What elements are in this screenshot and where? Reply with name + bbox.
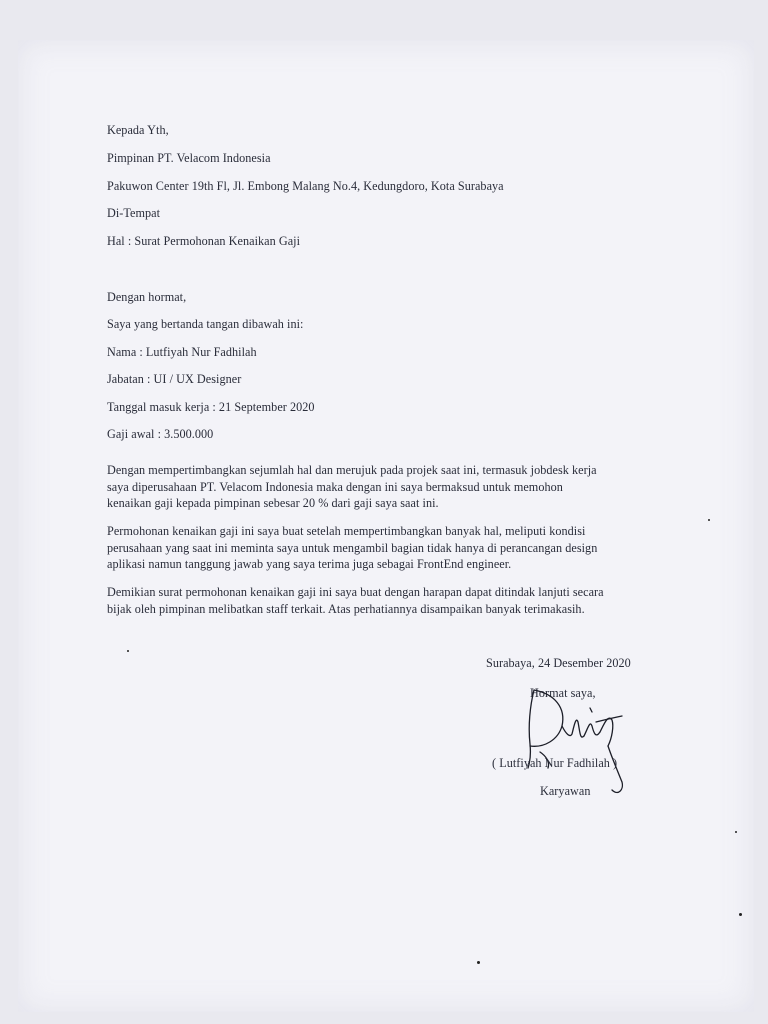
salutation-to: Kepada Yth, bbox=[107, 123, 169, 137]
paragraph-closing bbox=[107, 584, 652, 617]
place-date: Surabaya, 24 Desember 2020 bbox=[486, 656, 631, 670]
paragraph-line: Dengan mempertimbangkan sejumlah hal dan merujuk pada projek saat ini, termasuk jobdesk kerja bbox=[107, 463, 597, 477]
greeting: Dengan hormat, bbox=[107, 290, 187, 304]
scan-speck bbox=[739, 913, 742, 916]
detail-position: Jabatan : UI / UX Designer bbox=[107, 372, 242, 386]
signer-name: ( Lutfiyah Nur Fadhilah ) bbox=[492, 756, 618, 770]
paragraph-request bbox=[107, 462, 652, 512]
paragraph-line: Demikian surat permohonan kenaikan gaji ini saya buat dengan harapan dapat ditindak lanjuti secara bbox=[107, 585, 604, 599]
detail-name: Nama : Lutfiyah Nur Fadhilah bbox=[107, 345, 257, 359]
paragraph-line: Permohonan kenaikan gaji ini saya buat setelah mempertimbangkan banyak hal, meliputi kondisi bbox=[107, 524, 586, 538]
paragraph-line: aplikasi namun tanggung jawab yang saya terima juga sebagai FrontEnd engineer. bbox=[107, 557, 512, 571]
scan-speck bbox=[708, 519, 710, 521]
paragraph-line: perusahaan yang saat ini meminta saya untuk mengambil bagian tidak hanya di perancangan design bbox=[107, 540, 598, 555]
paragraph-line: kenaikan gaji kepada pimpinan sebesar 20 % dari gaji saya saat ini. bbox=[107, 496, 439, 510]
subject-line: Hal : Surat Permohonan Kenaikan Gaji bbox=[107, 234, 301, 248]
scan-speck bbox=[735, 831, 737, 833]
signer-role: Karyawan bbox=[540, 784, 591, 798]
intro-line: Saya yang bertanda tangan dibawah ini: bbox=[107, 317, 304, 331]
recipient-company: Pimpinan PT. Velacom Indonesia bbox=[107, 151, 271, 165]
paragraph-line: saya diperusahaan PT. Velacom Indonesia maka dengan ini saya bermaksud untuk memohon bbox=[107, 479, 563, 494]
scan-speck bbox=[127, 650, 129, 652]
paragraph-line: bijak oleh pimpinan melibatkan staff terkait. Atas perhatiannya disampaikan banyak terimakasih. bbox=[107, 601, 585, 616]
detail-initial-salary: Gaji awal : 3.500.000 bbox=[107, 427, 214, 441]
detail-start-date: Tanggal masuk kerja : 21 September 2020 bbox=[107, 400, 315, 414]
recipient-address: Pakuwon Center 19th Fl, Jl. Embong Malang No.4, Kedungdoro, Kota Surabaya bbox=[107, 179, 504, 193]
scan-speck bbox=[477, 961, 480, 964]
recipient-place: Di-Tempat bbox=[107, 206, 161, 220]
regards: Hormat saya, bbox=[530, 686, 596, 700]
paragraph-reason bbox=[107, 523, 652, 573]
